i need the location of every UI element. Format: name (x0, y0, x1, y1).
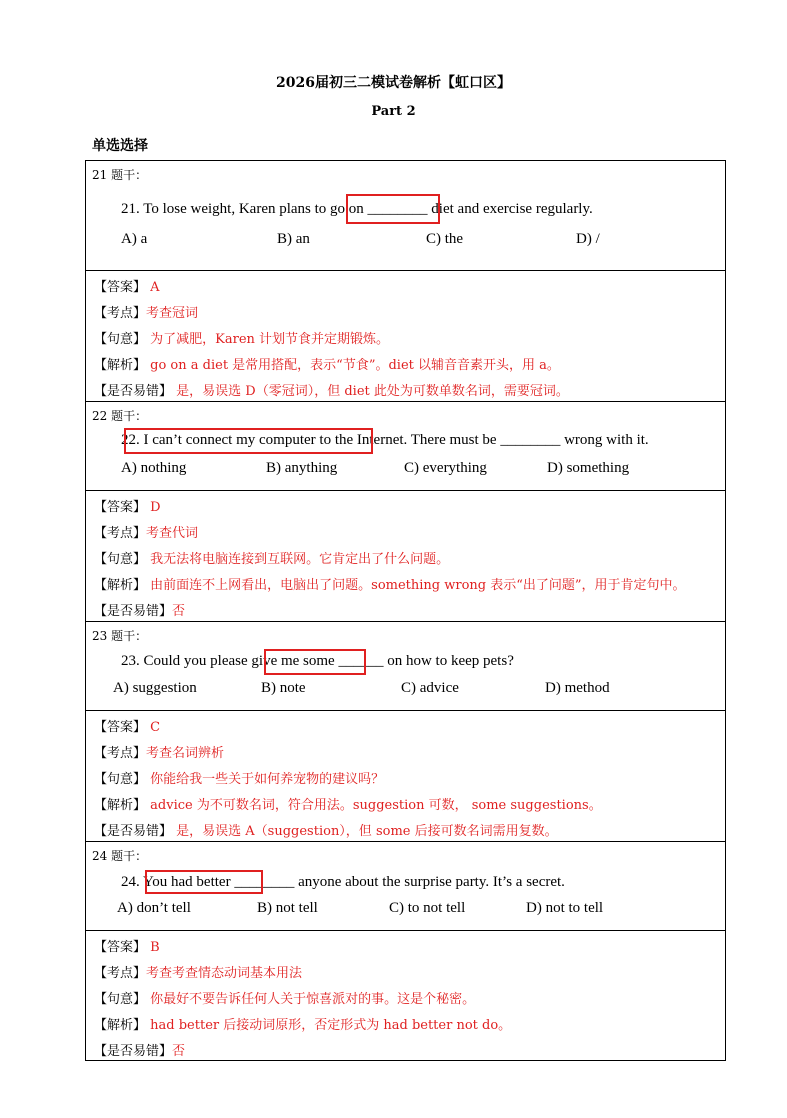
point-value: 考查代词 (146, 526, 199, 541)
easy-wrong-line: 【是否易错】 是，易误选 A（suggestion），但 some 后接可数名词需用复数。 (94, 824, 558, 839)
question-stem-block (86, 622, 725, 711)
easy-wrong-line: 【是否易错】否 (94, 604, 186, 619)
point-line: 【考点】考查考查情态动词基本用法 (94, 966, 303, 981)
answer-block (86, 711, 725, 842)
analysis-value: had better 后接动词原形，否定形式为 had better not do。 (150, 1018, 512, 1033)
answer-line: 【答案】 A (94, 280, 160, 295)
option-c: C) the (426, 231, 464, 247)
analysis-line: 【解析】 由前面连不上网看出，电脑出了问题。something wrong 表示“出了问题”，用于肯定句中。 (94, 578, 686, 593)
analysis-line: 【解析】 had better 后接动词原形，否定形式为 had better not do。 (94, 1018, 512, 1033)
option-a: A) nothing (121, 460, 187, 476)
part-heading: Part 2 (371, 104, 416, 119)
question-stem-block (86, 161, 725, 271)
option-c: C) everything (404, 460, 487, 476)
question-label: 24 题干： (92, 849, 148, 863)
meaning-value: 为了减肥，Karen 计划节食并定期锻炼。 (150, 332, 390, 347)
option-a: A) don’t tell (117, 900, 191, 916)
option-d: D) method (545, 680, 610, 696)
meaning-line: 【句意】 为了减肥，Karen 计划节食并定期锻炼。 (94, 332, 390, 347)
answer-block (86, 931, 725, 1060)
meaning-value: 你能给我一些关于如何养宠物的建议吗？ (150, 772, 385, 787)
answer-block (86, 271, 725, 402)
highlight-box (264, 649, 366, 675)
option-b: B) anything (266, 460, 338, 476)
highlight-box (346, 194, 440, 224)
point-line: 【考点】考查名词辨析 (94, 746, 225, 761)
option-a: A) suggestion (113, 680, 197, 696)
answer-value: C (150, 720, 161, 735)
option-b: B) an (277, 231, 310, 247)
analysis-value: 由前面连不上网看出，电脑出了问题。something wrong 表示“出了问题”，用于肯定句中。 (150, 578, 686, 593)
point-value: 考查名词辨析 (146, 746, 225, 761)
question-stem-block (86, 842, 725, 931)
option-b: B) note (261, 680, 306, 696)
question-stem: 22. I can’t connect my computer to the Internet. There must be ________ wrong with it. (121, 432, 649, 448)
analysis-line: 【解析】 go on a diet 是常用搭配，表示“节食”。diet 以辅音音素开头，用 a。 (94, 358, 560, 373)
highlight-box (124, 428, 373, 454)
answer-line: 【答案】 B (94, 940, 160, 955)
answer-value: D (150, 500, 161, 515)
easy-wrong-line: 【是否易错】 是，易误选 D（零冠词），但 diet 此处为可数单数名词，需要冠词。 (94, 384, 569, 399)
meaning-value: 你最好不要告诉任何人关于惊喜派对的事。这是个秘密。 (150, 992, 476, 1007)
highlight-box (145, 870, 263, 894)
easy-wrong-value: 否 (172, 1044, 186, 1059)
question-label: 22 题干： (92, 409, 148, 423)
analysis-value: advice 为不可数名词，符合用法。suggestion 可数， some suggestions。 (150, 798, 602, 813)
option-d: D) something (547, 460, 630, 476)
option-c: C) to not tell (389, 900, 466, 916)
question-label: 23 题干： (92, 629, 148, 643)
option-c: C) advice (401, 680, 459, 696)
option-b: B) not tell (257, 900, 318, 916)
question-stem: 23. Could you please give me some ______ on how to keep pets? (121, 653, 514, 669)
easy-wrong-value: 是，易误选 D（零冠词），但 diet 此处为可数单数名词，需要冠词。 (176, 384, 569, 399)
answer-line: 【答案】 C (94, 720, 161, 735)
point-line: 【考点】考查冠词 (94, 306, 199, 321)
answer-value: A (150, 280, 160, 295)
option-d: D) / (576, 231, 600, 247)
meaning-value: 我无法将电脑连接到互联网。它肯定出了什么问题。 (150, 552, 450, 567)
meaning-line: 【句意】 你最好不要告诉任何人关于惊喜派对的事。这是个秘密。 (94, 992, 476, 1007)
question-stem: 24. You had better ________ anyone about the surprise party. It’s a secret. (121, 874, 565, 890)
easy-wrong-line: 【是否易错】否 (94, 1044, 186, 1059)
analysis-value: go on a diet 是常用搭配，表示“节食”。diet 以辅音音素开头，用 a。 (150, 358, 560, 373)
question-table (85, 160, 726, 1061)
meaning-line: 【句意】 我无法将电脑连接到互联网。它肯定出了什么问题。 (94, 552, 450, 567)
question-stem: 21. To lose weight, Karen plans to go on ________ diet and exercise regularly. (121, 201, 593, 217)
document-title: 2026届初三二模试卷解析【虹口区】 (276, 75, 511, 91)
section-heading: 单选选择 (92, 138, 148, 154)
question-label: 21 题干： (92, 168, 148, 182)
meaning-line: 【句意】 你能给我一些关于如何养宠物的建议吗？ (94, 772, 385, 787)
question-stem-block (86, 402, 725, 491)
answer-line: 【答案】 D (94, 500, 161, 515)
option-d: D) not to tell (526, 900, 604, 916)
easy-wrong-value: 是，易误选 A（suggestion），但 some 后接可数名词需用复数。 (176, 824, 558, 839)
point-value: 考查考查情态动词基本用法 (146, 966, 303, 981)
answer-block (86, 491, 725, 622)
analysis-line: 【解析】 advice 为不可数名词，符合用法。suggestion 可数， some suggestions。 (94, 798, 602, 813)
answer-value: B (150, 940, 160, 955)
easy-wrong-value: 否 (172, 604, 186, 619)
option-a: A) a (121, 231, 148, 247)
point-value: 考查冠词 (146, 306, 199, 321)
point-line: 【考点】考查代词 (94, 526, 199, 541)
